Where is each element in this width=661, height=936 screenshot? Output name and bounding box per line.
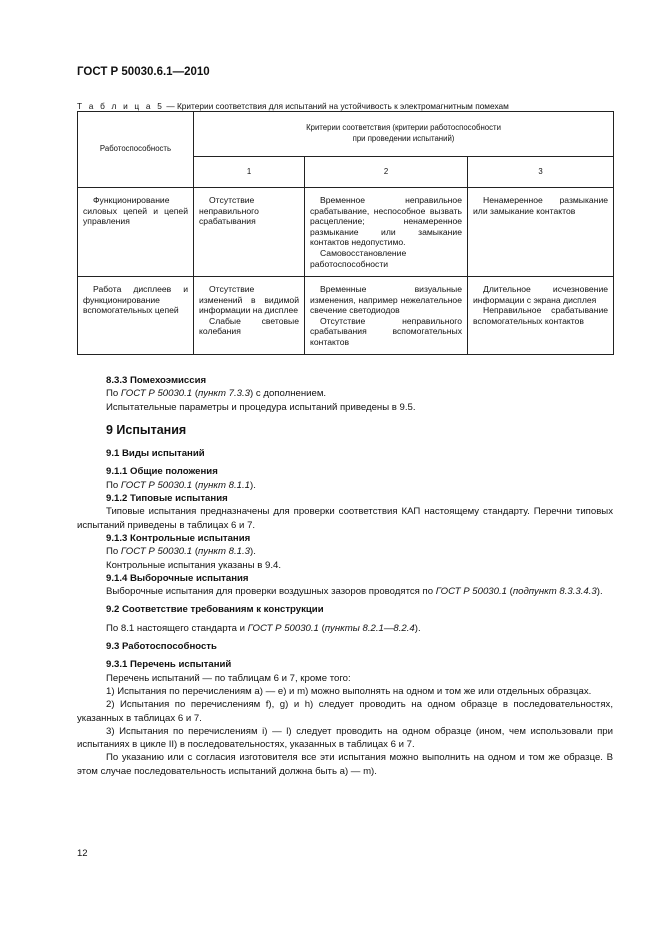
- section-9-1-title: 9.1 Виды испытаний: [106, 448, 205, 460]
- criteria-table: [77, 111, 614, 355]
- section-9-3-title: 9.3 Работоспособность: [106, 641, 217, 653]
- criterion-3-cell: [468, 188, 614, 277]
- criterion-text: Длительное исчезновение информации с экрана дисплея: [473, 284, 609, 305]
- section-9-1-4-paragraph: [77, 585, 613, 598]
- standard-reference: ГОСТ Р 50030.1: [247, 622, 319, 634]
- header-criteria-group: [194, 112, 614, 157]
- criterion-text: Ненамеренное размыкание или замыкание контактов: [473, 195, 609, 216]
- section-9-1-2-title: 9.1.2 Типовые испытания: [106, 493, 228, 505]
- list-item: 3) Испытания по перечислениям i) — l) следует проводить на одном образце (ином, чем использовали при испытаниях в цикле II) в последовательностях, указанных в таблицах 6 и 7.: [77, 725, 613, 751]
- section-9-1-4-title: 9.1.4 Выборочные испытания: [106, 572, 249, 584]
- text: ).: [250, 546, 256, 558]
- standard-reference: ГОСТ Р 50030.1: [435, 586, 507, 598]
- header-col-2: 2: [305, 157, 468, 188]
- page-number: 12: [77, 848, 88, 859]
- list-item: 2) Испытания по перечислениям f), g) и h) следует проводить на одном образце в последовательностях, указанных в таблицах 6 и 7.: [77, 699, 613, 724]
- standard-reference: ГОСТ Р 50030.1: [120, 479, 193, 491]
- document-header: ГОСТ Р 50030.6.1—2010: [77, 66, 210, 78]
- row-name: Функционирование силовых цепей и цепей управления: [83, 195, 188, 227]
- criterion-text: Слабые световые колебания: [199, 315, 299, 337]
- clause-reference: пункт 8.1.3: [198, 546, 251, 558]
- header-performance-text: Работоспособность: [99, 144, 172, 154]
- criterion-text: Самовосстановление работоспособности: [310, 247, 407, 269]
- header-col-3: 3: [468, 157, 614, 188]
- table-row: [78, 277, 614, 355]
- section-9-2-title: 9.2 Соответствие требованиям к конструкции: [106, 604, 324, 616]
- section-9-title: 9 Испытания: [106, 422, 187, 437]
- text: (: [192, 388, 199, 400]
- clause-reference: пункты 8.2.1—8.2.4: [324, 622, 415, 634]
- table-caption: [77, 101, 509, 111]
- section-9-1-2-paragraph: Типовые испытания предназначены для проверки соответствия КАП настоящему стандарту. Перечни типовых испытаний приведены в таблицах 6 и 7.: [77, 506, 613, 531]
- section-9-1-1-title: 9.1.1 Общие положения: [106, 466, 218, 478]
- section-9-1-3-title: 9.1.3 Контрольные испытания: [106, 532, 251, 544]
- clause-reference: подпункт 8.3.3.4.3: [512, 586, 597, 598]
- text: (: [192, 479, 199, 491]
- clause-reference: пункт 8.1.1: [198, 479, 251, 491]
- criterion-2-cell: [305, 188, 468, 277]
- header-col-1: 1: [194, 157, 305, 188]
- section-9-3-1-note: По указанию или с согласия изготовителя все эти испытания можно выполнить на одном и том же образце. В этом случае последовательность испытаний должна быть а) — m).: [77, 752, 613, 777]
- section-8-3-3-paragraph: [77, 387, 613, 400]
- table-caption-text: — Критерии соответствия для испытаний на устойчивость к электромагнитным помехам: [164, 101, 509, 111]
- text: ).: [596, 586, 603, 598]
- section-8-3-3-paragraph-2: Испытательные параметры и процедура испытаний приведены в 9.5.: [106, 401, 416, 413]
- criterion-text: Отсутствие изменений в видимой информации на дисплее: [199, 284, 299, 316]
- text: По: [106, 388, 121, 400]
- row-name: Работа дисплеев и функционирование вспомогательных цепей: [83, 284, 188, 316]
- section-9-3-1-paragraph: Перечень испытаний — по таблицам 6 и 7, кроме того:: [106, 672, 351, 684]
- section-9-1-3-paragraph: [77, 545, 613, 558]
- text: Выборочные испытания для проверки воздушных зазоров проводятся по: [106, 586, 436, 598]
- criterion-text: Временное неправильное срабатывание, неспособное вызвать расцепление; ненамеренное размыкание или замыкание контактов недопустимо.: [310, 195, 462, 248]
- header-criteria-line2: при проведении испытаний): [352, 134, 455, 143]
- criterion-text: Временные визуальные изменения, например нежелательное свечение светодиодов: [310, 284, 462, 316]
- text: ).: [250, 479, 256, 491]
- header-criteria-line1: Критерии соответствия (критерии работоспособности: [306, 123, 501, 133]
- text: По: [106, 546, 121, 558]
- text: По: [106, 479, 121, 491]
- section-9-1-1-paragraph: [77, 479, 613, 492]
- section-9-2-paragraph: [77, 622, 613, 635]
- text: (: [506, 586, 513, 598]
- list-item: 1) Испытания по перечислениям а) — е) и m) можно выполнять на одном и том же или отдельных образцах.: [106, 685, 592, 697]
- criterion-text: Отсутствие неправильного срабатывания: [199, 195, 259, 227]
- clause-reference: пункт 7.3.3: [198, 388, 251, 400]
- body-text: [77, 374, 613, 778]
- table-caption-label: Т а б л и ц а 5: [77, 101, 165, 111]
- criterion-text: Отсутствие неправильного срабатывания вспомогательных контактов: [310, 315, 462, 347]
- row-name-cell: [78, 277, 194, 355]
- standard-reference: ГОСТ Р 50030.1: [120, 546, 193, 558]
- criterion-1-cell: [194, 188, 305, 277]
- text: ).: [414, 622, 421, 634]
- row-name-cell: [78, 188, 194, 277]
- text: ) с дополнением.: [250, 388, 327, 400]
- section-9-1-3-paragraph-2: Контрольные испытания указаны в 9.4.: [106, 559, 282, 571]
- text: (: [318, 622, 325, 634]
- criterion-text: Неправильное срабатывание вспомогательных контактов: [473, 305, 609, 326]
- criterion-3-cell: [468, 277, 614, 355]
- criterion-1-cell: [194, 277, 305, 355]
- section-8-3-3-title: 8.3.3 Помехоэмиссия: [106, 375, 207, 386]
- section-9-3-1-title: 9.3.1 Перечень испытаний: [106, 659, 232, 671]
- text: По 8.1 настоящего стандарта и: [106, 622, 248, 634]
- standard-reference: ГОСТ Р 50030.1: [120, 388, 193, 400]
- criterion-2-cell: [305, 277, 468, 355]
- text: (: [192, 546, 199, 558]
- header-performance: [78, 112, 194, 188]
- table-row: [78, 188, 614, 277]
